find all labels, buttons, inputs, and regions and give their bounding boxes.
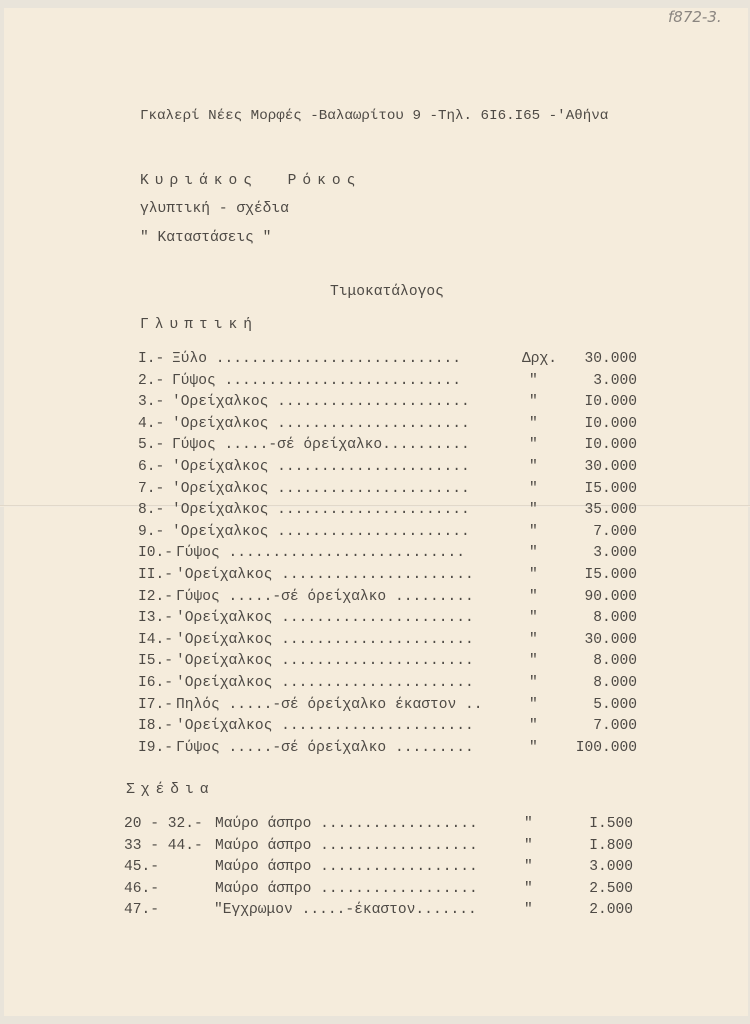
item-description: Γύψος .....-σέ όρείχαλκο..........: [172, 437, 470, 454]
ditto-mark: ": [529, 415, 538, 432]
price-row: [0, 437, 750, 457]
artist-name: Κυριάκος Ρόκος: [140, 173, 362, 189]
item-price: I5.000: [584, 480, 637, 497]
ditto-mark: ": [524, 837, 533, 854]
ditto-mark: ": [529, 437, 538, 454]
item-description: 'Ορείχαλκος ......................: [172, 394, 470, 411]
price-row: [0, 394, 750, 414]
price-row: [0, 589, 750, 609]
price-row: [0, 740, 750, 760]
item-number: 4.-: [138, 415, 165, 432]
item-description: Γύψος .....-σέ όρείχαλκο .........: [176, 588, 474, 605]
item-description: Πηλός .....-σέ όρείχαλκο έκαστον ..: [176, 696, 483, 713]
item-description: 'Ορείχαλκος ......................: [172, 480, 470, 497]
price-row: [0, 502, 750, 522]
sculpture-heading: Γλυπτική: [140, 317, 259, 333]
price-row: [0, 481, 750, 501]
item-price: 3.000: [593, 545, 637, 562]
price-row: [0, 459, 750, 479]
price-row: [0, 902, 750, 922]
price-row: [0, 373, 750, 393]
item-number: 2.-: [138, 372, 165, 389]
item-price: 30.000: [584, 459, 637, 475]
item-price: 30.000: [584, 351, 637, 367]
exhibition-title: " Καταστάσεις ": [140, 230, 272, 246]
price-row: [0, 567, 750, 587]
item-price: 7.000: [593, 718, 637, 735]
item-price: I5.000: [584, 567, 637, 583]
archive-reference-mark: f872-3.: [668, 8, 722, 26]
ditto-mark: ": [524, 816, 533, 832]
item-number: 45.-: [124, 859, 160, 875]
item-number: 5.-: [138, 437, 165, 454]
item-description: Μαύρο άσπρο ..................: [215, 816, 478, 832]
item-number: 7.-: [138, 480, 165, 497]
item-number: 6.-: [138, 459, 165, 475]
item-number: I8.-: [138, 718, 174, 735]
price-row: [0, 881, 750, 901]
item-number: II.-: [138, 567, 174, 583]
item-price: 8.000: [593, 610, 637, 627]
ditto-mark: ": [524, 902, 533, 918]
price-row: [0, 416, 750, 436]
item-description: Γύψος .....-σέ όρείχαλκο .........: [176, 739, 474, 756]
price-list-title: Τιμοκατάλογος: [330, 284, 444, 300]
item-description: 'Ορείχαλκος ......................: [176, 567, 474, 583]
item-description: Γύψος ...........................: [176, 545, 466, 562]
price-row: [0, 524, 750, 544]
item-description: 'Ορείχαλκος ......................: [172, 502, 470, 519]
price-row: [0, 351, 750, 371]
price-row: [0, 675, 750, 695]
subtitle: γλυπτική - σχέδια: [140, 201, 289, 217]
ditto-mark: ": [529, 502, 538, 519]
ditto-mark: ": [524, 880, 533, 897]
item-price: I0.000: [584, 394, 637, 411]
item-price: 2.500: [589, 880, 633, 897]
item-price: 3.000: [593, 372, 637, 389]
item-price: 8.000: [593, 653, 637, 670]
item-number: I2.-: [138, 588, 174, 605]
item-number: I4.-: [138, 631, 174, 648]
item-description: 'Ορείχαλκος ......................: [172, 415, 470, 432]
currency-label: Δρχ.: [522, 351, 558, 367]
item-number: I7.-: [138, 696, 174, 713]
price-row: [0, 859, 750, 879]
gallery-address-line: Γκαλερί Νέες Μορφές -Βαλαωρίτου 9 -Τηλ. 6Ι6.Ι65 -'Αθήνα: [140, 108, 609, 124]
ditto-mark: ": [529, 653, 538, 670]
ditto-mark: ": [529, 588, 538, 605]
item-price: I.500: [589, 816, 633, 832]
ditto-mark: ": [529, 696, 538, 713]
item-price: I00.000: [575, 739, 637, 756]
item-number: I3.-: [138, 610, 174, 627]
item-number: 9.-: [138, 523, 165, 540]
ditto-mark: ": [524, 859, 533, 875]
item-price: 5.000: [593, 696, 637, 713]
item-description: 'Ορείχαλκος ......................: [176, 653, 474, 670]
item-price: 2.000: [589, 902, 633, 918]
item-description: 'Ορείχαλκος ......................: [172, 523, 470, 540]
item-number: I5.-: [138, 653, 174, 670]
item-description: Γύψος ...........................: [172, 372, 462, 389]
ditto-mark: ": [529, 459, 538, 475]
drawings-heading: Σχέδια: [126, 782, 215, 798]
price-row: [0, 816, 750, 836]
ditto-mark: ": [529, 675, 538, 691]
price-row: [0, 838, 750, 858]
item-price: 35.000: [584, 502, 637, 519]
ditto-mark: ": [529, 631, 538, 648]
ditto-mark: ": [529, 739, 538, 756]
item-number: I6.-: [138, 675, 174, 691]
item-description: Μαύρο άσπρο ..................: [215, 859, 478, 875]
item-price: 30.000: [584, 631, 637, 648]
item-price: 3.000: [589, 859, 633, 875]
item-number: I.-: [138, 351, 165, 367]
item-number: I0.-: [138, 545, 174, 562]
item-description: 'Ορείχαλκος ......................: [172, 459, 470, 475]
item-price: I0.000: [584, 415, 637, 432]
item-price: 90.000: [584, 588, 637, 605]
item-number: 46.-: [124, 880, 160, 897]
item-description: "Εγχρωμον .....-έκαστον.......: [214, 902, 477, 918]
item-number: 47.-: [124, 902, 160, 918]
price-row: [0, 697, 750, 717]
item-description: 'Ορείχαλκος ......................: [176, 675, 474, 691]
price-row: [0, 545, 750, 565]
ditto-mark: ": [529, 394, 538, 411]
item-number: I9.-: [138, 739, 174, 756]
ditto-mark: ": [529, 372, 538, 389]
item-number: 8.-: [138, 502, 165, 519]
item-description: Ξύλο ............................: [172, 351, 462, 367]
price-row: [0, 653, 750, 673]
price-row: [0, 632, 750, 652]
price-row: [0, 610, 750, 630]
item-number: 3.-: [138, 394, 165, 411]
item-description: 'Ορείχαλκος ......................: [176, 631, 474, 648]
ditto-mark: ": [529, 567, 538, 583]
ditto-mark: ": [529, 480, 538, 497]
item-description: 'Ορείχαλκος ......................: [176, 718, 474, 735]
item-price: 8.000: [593, 675, 637, 691]
price-row: [0, 718, 750, 738]
ditto-mark: ": [529, 610, 538, 627]
ditto-mark: ": [529, 523, 538, 540]
item-description: 'Ορείχαλκος ......................: [176, 610, 474, 627]
item-price: I0.000: [584, 437, 637, 454]
item-price: I.800: [589, 837, 633, 854]
ditto-mark: ": [529, 718, 538, 735]
ditto-mark: ": [529, 545, 538, 562]
item-number: 33 - 44.-: [124, 837, 203, 854]
item-number: 20 - 32.-: [124, 816, 203, 832]
item-price: 7.000: [593, 523, 637, 540]
item-description: Μαύρο άσπρο ..................: [215, 880, 478, 897]
item-description: Μαύρο άσπρο ..................: [215, 837, 478, 854]
